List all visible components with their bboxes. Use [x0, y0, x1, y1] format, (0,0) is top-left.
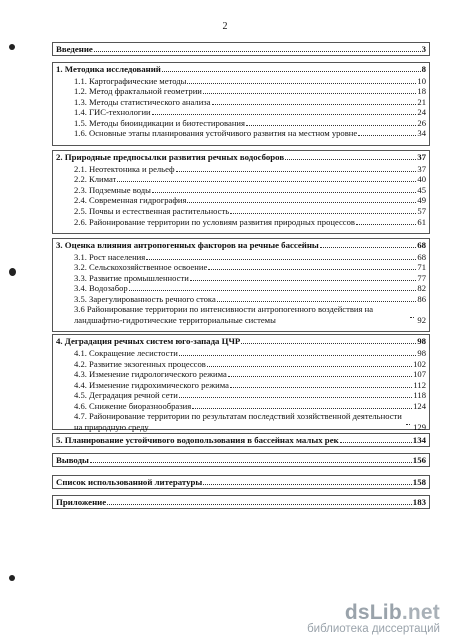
toc-entry-title: 4. Деградация речных систем юго-запада ЦЧР [56, 336, 241, 346]
toc-entry-page: 183 [412, 497, 426, 507]
toc-leader-dots [230, 386, 412, 388]
toc-entry-title: 3.5. Зарегулированность речного стока [74, 294, 216, 304]
toc-entry-page: 77 [417, 273, 426, 283]
toc-entry-title: 4.2. Развитие экзогенных процессов [74, 359, 206, 369]
toc-leader-dots [162, 70, 421, 72]
toc-leader-dots [320, 246, 416, 248]
toc-entry-page: 18 [417, 86, 426, 96]
toc-leader-dots [179, 396, 413, 398]
toc-entry-page: 68 [417, 240, 426, 250]
toc-section-row [52, 348, 430, 359]
toc-entry-page: 158 [412, 477, 426, 487]
toc-chapter-row [52, 435, 430, 446]
toc-section-row [52, 164, 430, 175]
toc-entry-title: 1.2. Метод фрактальной геометрии [74, 86, 202, 96]
toc-entry-title: 1.6. Основные этапы планирования устойчивого развития на местном уровне [74, 128, 358, 138]
toc-entry-page: 107 [413, 369, 426, 379]
toc-leader-dots [107, 503, 412, 505]
toc-leader-dots [152, 113, 417, 115]
toc-entry-page: 118 [413, 390, 426, 400]
toc-section-row [52, 86, 430, 97]
binding-hole-mark [9, 268, 16, 276]
toc-leader-dots [152, 191, 416, 193]
toc-leader-dots [203, 92, 417, 94]
toc-entry-page: 112 [413, 380, 426, 390]
toc-entry-title: 5. Планирование устойчивого водопользования в бассейнах малых рек [56, 435, 339, 445]
toc-entry-page: 98 [417, 336, 426, 346]
toc-entry-page: 61 [417, 217, 426, 227]
binding-hole-mark [9, 575, 15, 581]
binding-hole-mark [9, 44, 15, 50]
toc-leader-dots [117, 180, 416, 182]
toc-section-row [52, 76, 430, 87]
toc-entry-page: 82 [417, 283, 426, 293]
toc-leader-dots [176, 170, 417, 172]
toc-entry-title: Введение [56, 44, 93, 54]
toc-leader-dots [356, 223, 416, 225]
toc-entry-page: 86 [417, 294, 426, 304]
toc-section-row [52, 304, 430, 325]
toc-chapter-row [52, 44, 430, 55]
toc-chapter-row [52, 240, 430, 251]
toc-chapter-row [52, 497, 430, 508]
toc-chapter-row [52, 336, 430, 347]
toc-section-row [52, 206, 430, 217]
toc-entry-page: 26 [417, 118, 426, 128]
toc-entry-title: 3.2. Сельскохозяйственное освоение [74, 262, 208, 272]
toc-entry-page: 40 [417, 174, 426, 184]
toc-entry-title: 1.5. Методы биоиндикации и биотестирования [74, 118, 245, 128]
toc-section-row [52, 217, 430, 228]
toc-leader-dots [129, 289, 417, 291]
toc-entry-page: 134 [412, 435, 426, 445]
toc-entry-title: 4.1. Сокращение лесистости [74, 348, 178, 358]
toc-section-row [52, 195, 430, 206]
toc-entry-title: 3. Оценка влияния антропогенных факторов на речные бассейны [56, 240, 319, 250]
toc-leader-dots [208, 268, 416, 270]
toc-leader-dots [340, 441, 412, 443]
toc-leader-dots [230, 212, 416, 214]
watermark-subtitle: библиотека диссертаций [307, 623, 440, 635]
toc-entry-title: 1.4. ГИС-технологии [74, 107, 151, 117]
toc-leader-dots [94, 50, 421, 52]
toc-entry-page: 8 [421, 64, 426, 74]
toc-leader-dots [146, 258, 416, 260]
toc-section-row [52, 411, 430, 432]
toc-chapter-row [52, 455, 430, 466]
toc-section-row [52, 390, 430, 401]
toc-section-row [52, 174, 430, 185]
toc-leader-dots [246, 124, 416, 126]
toc-leader-dots [406, 423, 410, 425]
toc-leader-dots [90, 461, 412, 463]
toc-entry-title: 1.3. Методы статистического анализа [74, 97, 211, 107]
toc-entry-page: 102 [413, 359, 426, 369]
toc-entry-title: 2.6. Районирование территории по условиям развития природных процессов [74, 217, 355, 227]
toc-entry-page: 92 [417, 314, 426, 325]
toc-entry-title: 1.1. Картографические методы [74, 76, 187, 86]
toc-entry-title: 2.2. Климат [74, 174, 117, 184]
toc-chapter-row [52, 477, 430, 488]
toc-entry-title: 2.3. Подземные воды [74, 185, 151, 195]
toc-entry-page: 57 [417, 206, 426, 216]
toc-section-row [52, 118, 430, 129]
toc-entry-title: 3.6 Районирование территории по интенсивности антропогенного воздействия на ландшафтно-гидротические территориальные системы [74, 304, 374, 325]
toc-section-row [52, 380, 430, 391]
toc-entry-title: 4.3. Изменение гидрологического режима [74, 369, 227, 379]
toc-leader-dots [217, 300, 417, 302]
toc-entry-title: 2.4. Современная гидрография [74, 195, 187, 205]
toc-entry-page: 37 [417, 152, 426, 162]
toc-entry-title: Приложение [56, 497, 107, 507]
toc-leader-dots [285, 158, 416, 160]
toc-section-row [52, 294, 430, 305]
toc-entry-page: 24 [417, 107, 426, 117]
toc-section-row [52, 283, 430, 294]
toc-chapter-row [52, 64, 430, 75]
toc-section-row [52, 252, 430, 263]
toc-leader-dots [228, 375, 412, 377]
toc-entry-title: Выводы [56, 455, 89, 465]
toc-entry-page: 124 [413, 401, 426, 411]
toc-entry-page: 68 [417, 252, 426, 262]
toc-entry-title: 3.3. Развитие промышленности [74, 273, 189, 283]
toc-section-row [52, 369, 430, 380]
toc-entry-page: 21 [417, 97, 426, 107]
toc-entry-title: 4.5. Деградация речной сети [74, 390, 178, 400]
page-number: 2 [222, 21, 228, 32]
toc-entry-title: 3.4. Водозабор [74, 283, 128, 293]
toc-entry-title: 2. Природные предпосылки развития речных водосборов [56, 152, 285, 162]
toc-entry-page: 129 [413, 421, 426, 432]
toc-entry-title: 4.7. Районирование территории по результатам последствий хозяйственной деятельности на природную среду [74, 411, 402, 432]
watermark-logo: dsLib.net [344, 601, 440, 624]
toc-entry-page: 3 [421, 44, 426, 54]
toc-chapter-row [52, 152, 430, 163]
toc-entry-page: 49 [417, 195, 426, 205]
toc-entry-title: 4.6. Снижение биоразнообразия [74, 401, 192, 411]
toc-section-row [52, 185, 430, 196]
toc-leader-dots [241, 342, 416, 344]
toc-entry-page: 34 [417, 128, 426, 138]
toc-leader-dots [192, 407, 412, 409]
toc-leader-dots [212, 103, 417, 105]
toc-entry-title: 2.5. Почвы и естественная растительность [74, 206, 230, 216]
toc-entry-page: 98 [417, 348, 426, 358]
toc-entry-title: 4.4. Изменение гидрохимического режима [74, 380, 229, 390]
toc-leader-dots [203, 483, 412, 485]
toc-entry-title: Список использованной литературы [56, 477, 203, 487]
toc-section-row [52, 273, 430, 284]
toc-entry-page: 71 [417, 262, 426, 272]
toc-leader-dots [410, 316, 414, 318]
toc-leader-dots [179, 354, 417, 356]
toc-leader-dots [190, 279, 417, 281]
toc-section-row [52, 128, 430, 139]
toc-section-row [52, 359, 430, 370]
toc-entry-title: 2.1. Неотектоника и рельеф [74, 164, 175, 174]
toc-leader-dots [207, 365, 412, 367]
toc-leader-dots [187, 82, 416, 84]
toc-entry-title: 1. Методика исследований [56, 64, 161, 74]
toc-entry-title: 3.1. Рост населения [74, 252, 146, 262]
toc-entry-page: 37 [417, 164, 426, 174]
watermark [307, 601, 440, 635]
toc-entry-page: 156 [412, 455, 426, 465]
toc-leader-dots [358, 134, 416, 136]
toc-leader-dots [187, 201, 416, 203]
toc-entry-page: 45 [417, 185, 426, 195]
toc-section-row [52, 97, 430, 108]
toc-section-row [52, 262, 430, 273]
toc-section-row [52, 401, 430, 412]
toc-entry-page: 10 [417, 76, 426, 86]
toc-section-row [52, 107, 430, 118]
